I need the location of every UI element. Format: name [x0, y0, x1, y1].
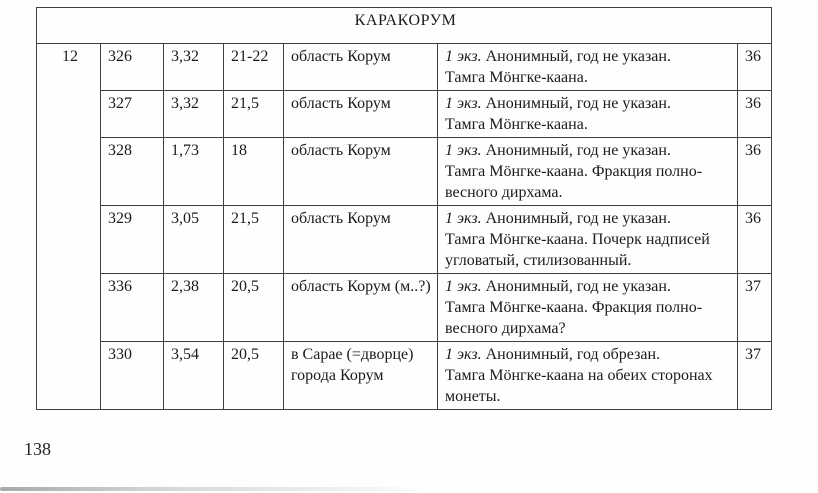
page-number: 138 — [24, 439, 51, 459]
specimen-count: 1 экз. — [445, 48, 482, 65]
mint-place-cell: в Сарае (=дворце) города Корум — [284, 342, 438, 410]
catalog-number-cell: 327 — [101, 91, 164, 138]
table-title: КАРАКОРУМ — [37, 8, 772, 44]
weight-cell: 3,54 — [164, 342, 224, 410]
reference-cell: 36 — [738, 44, 772, 91]
catalog-number-cell: 326 — [101, 44, 164, 91]
coin-catalog-table — [36, 7, 772, 410]
description-cell: 1 экз. Анонимный, год не указан. Тамга Мöнгке-каана. — [438, 44, 738, 91]
weight-cell: 3,05 — [164, 206, 224, 274]
weight-cell: 3,32 — [164, 91, 224, 138]
description-cell: 1 экз. Анонимный, год не указан. Тамга Мöнгке-каана. Фракция полно- весного дирхама? — [438, 274, 738, 342]
weight-cell: 1,73 — [164, 138, 224, 206]
scan-artifact-line — [0, 487, 430, 491]
table-row — [37, 206, 772, 274]
reference-cell: 36 — [738, 206, 772, 274]
table-row — [37, 138, 772, 206]
reference-cell: 37 — [738, 342, 772, 410]
diameter-cell: 21,5 — [224, 91, 284, 138]
mint-place-cell: область Корум — [284, 91, 438, 138]
diameter-cell: 20,5 — [224, 274, 284, 342]
description-cell: 1 экз. Анонимный, год не указан. Тамга Мöнгке-каана. Почерк надписей угловатый, стилизованный. — [438, 206, 738, 274]
description-cell: 1 экз. Анонимный, год обрезан. Тамга Мöнгке-каана на обеих сторонах монеты. — [438, 342, 738, 410]
catalog-number-cell: 329 — [101, 206, 164, 274]
mint-place-cell: область Корум — [284, 138, 438, 206]
group-number-cell: 12 — [37, 44, 101, 410]
reference-cell: 36 — [738, 91, 772, 138]
table-row — [37, 274, 772, 342]
specimen-count: 1 экз. — [445, 210, 482, 227]
table-row — [37, 91, 772, 138]
catalog-number-cell: 336 — [101, 274, 164, 342]
table-body — [37, 44, 772, 410]
mint-place-cell: область Корум (м..?) — [284, 274, 438, 342]
table-row — [37, 44, 772, 91]
reference-cell: 36 — [738, 138, 772, 206]
specimen-count: 1 экз. — [445, 346, 482, 363]
catalog-number-cell: 328 — [101, 138, 164, 206]
diameter-cell: 21-22 — [224, 44, 284, 91]
diameter-cell: 21,5 — [224, 206, 284, 274]
diameter-cell: 18 — [224, 138, 284, 206]
table-title-row — [37, 8, 772, 44]
weight-cell: 3,32 — [164, 44, 224, 91]
table-row — [37, 342, 772, 410]
mint-place-cell: область Корум — [284, 206, 438, 274]
mint-place-cell: область Корум — [284, 44, 438, 91]
description-cell: 1 экз. Анонимный, год не указан. Тамга Мöнгке-каана. Фракция полно- весного дирхама. — [438, 138, 738, 206]
specimen-count: 1 экз. — [445, 142, 482, 159]
description-cell: 1 экз. Анонимный, год не указан. Тамга Мöнгке-каана. — [438, 91, 738, 138]
catalog-number-cell: 330 — [101, 342, 164, 410]
specimen-count: 1 экз. — [445, 278, 482, 295]
weight-cell: 2,38 — [164, 274, 224, 342]
specimen-count: 1 экз. — [445, 95, 482, 112]
reference-cell: 37 — [738, 274, 772, 342]
diameter-cell: 20,5 — [224, 342, 284, 410]
